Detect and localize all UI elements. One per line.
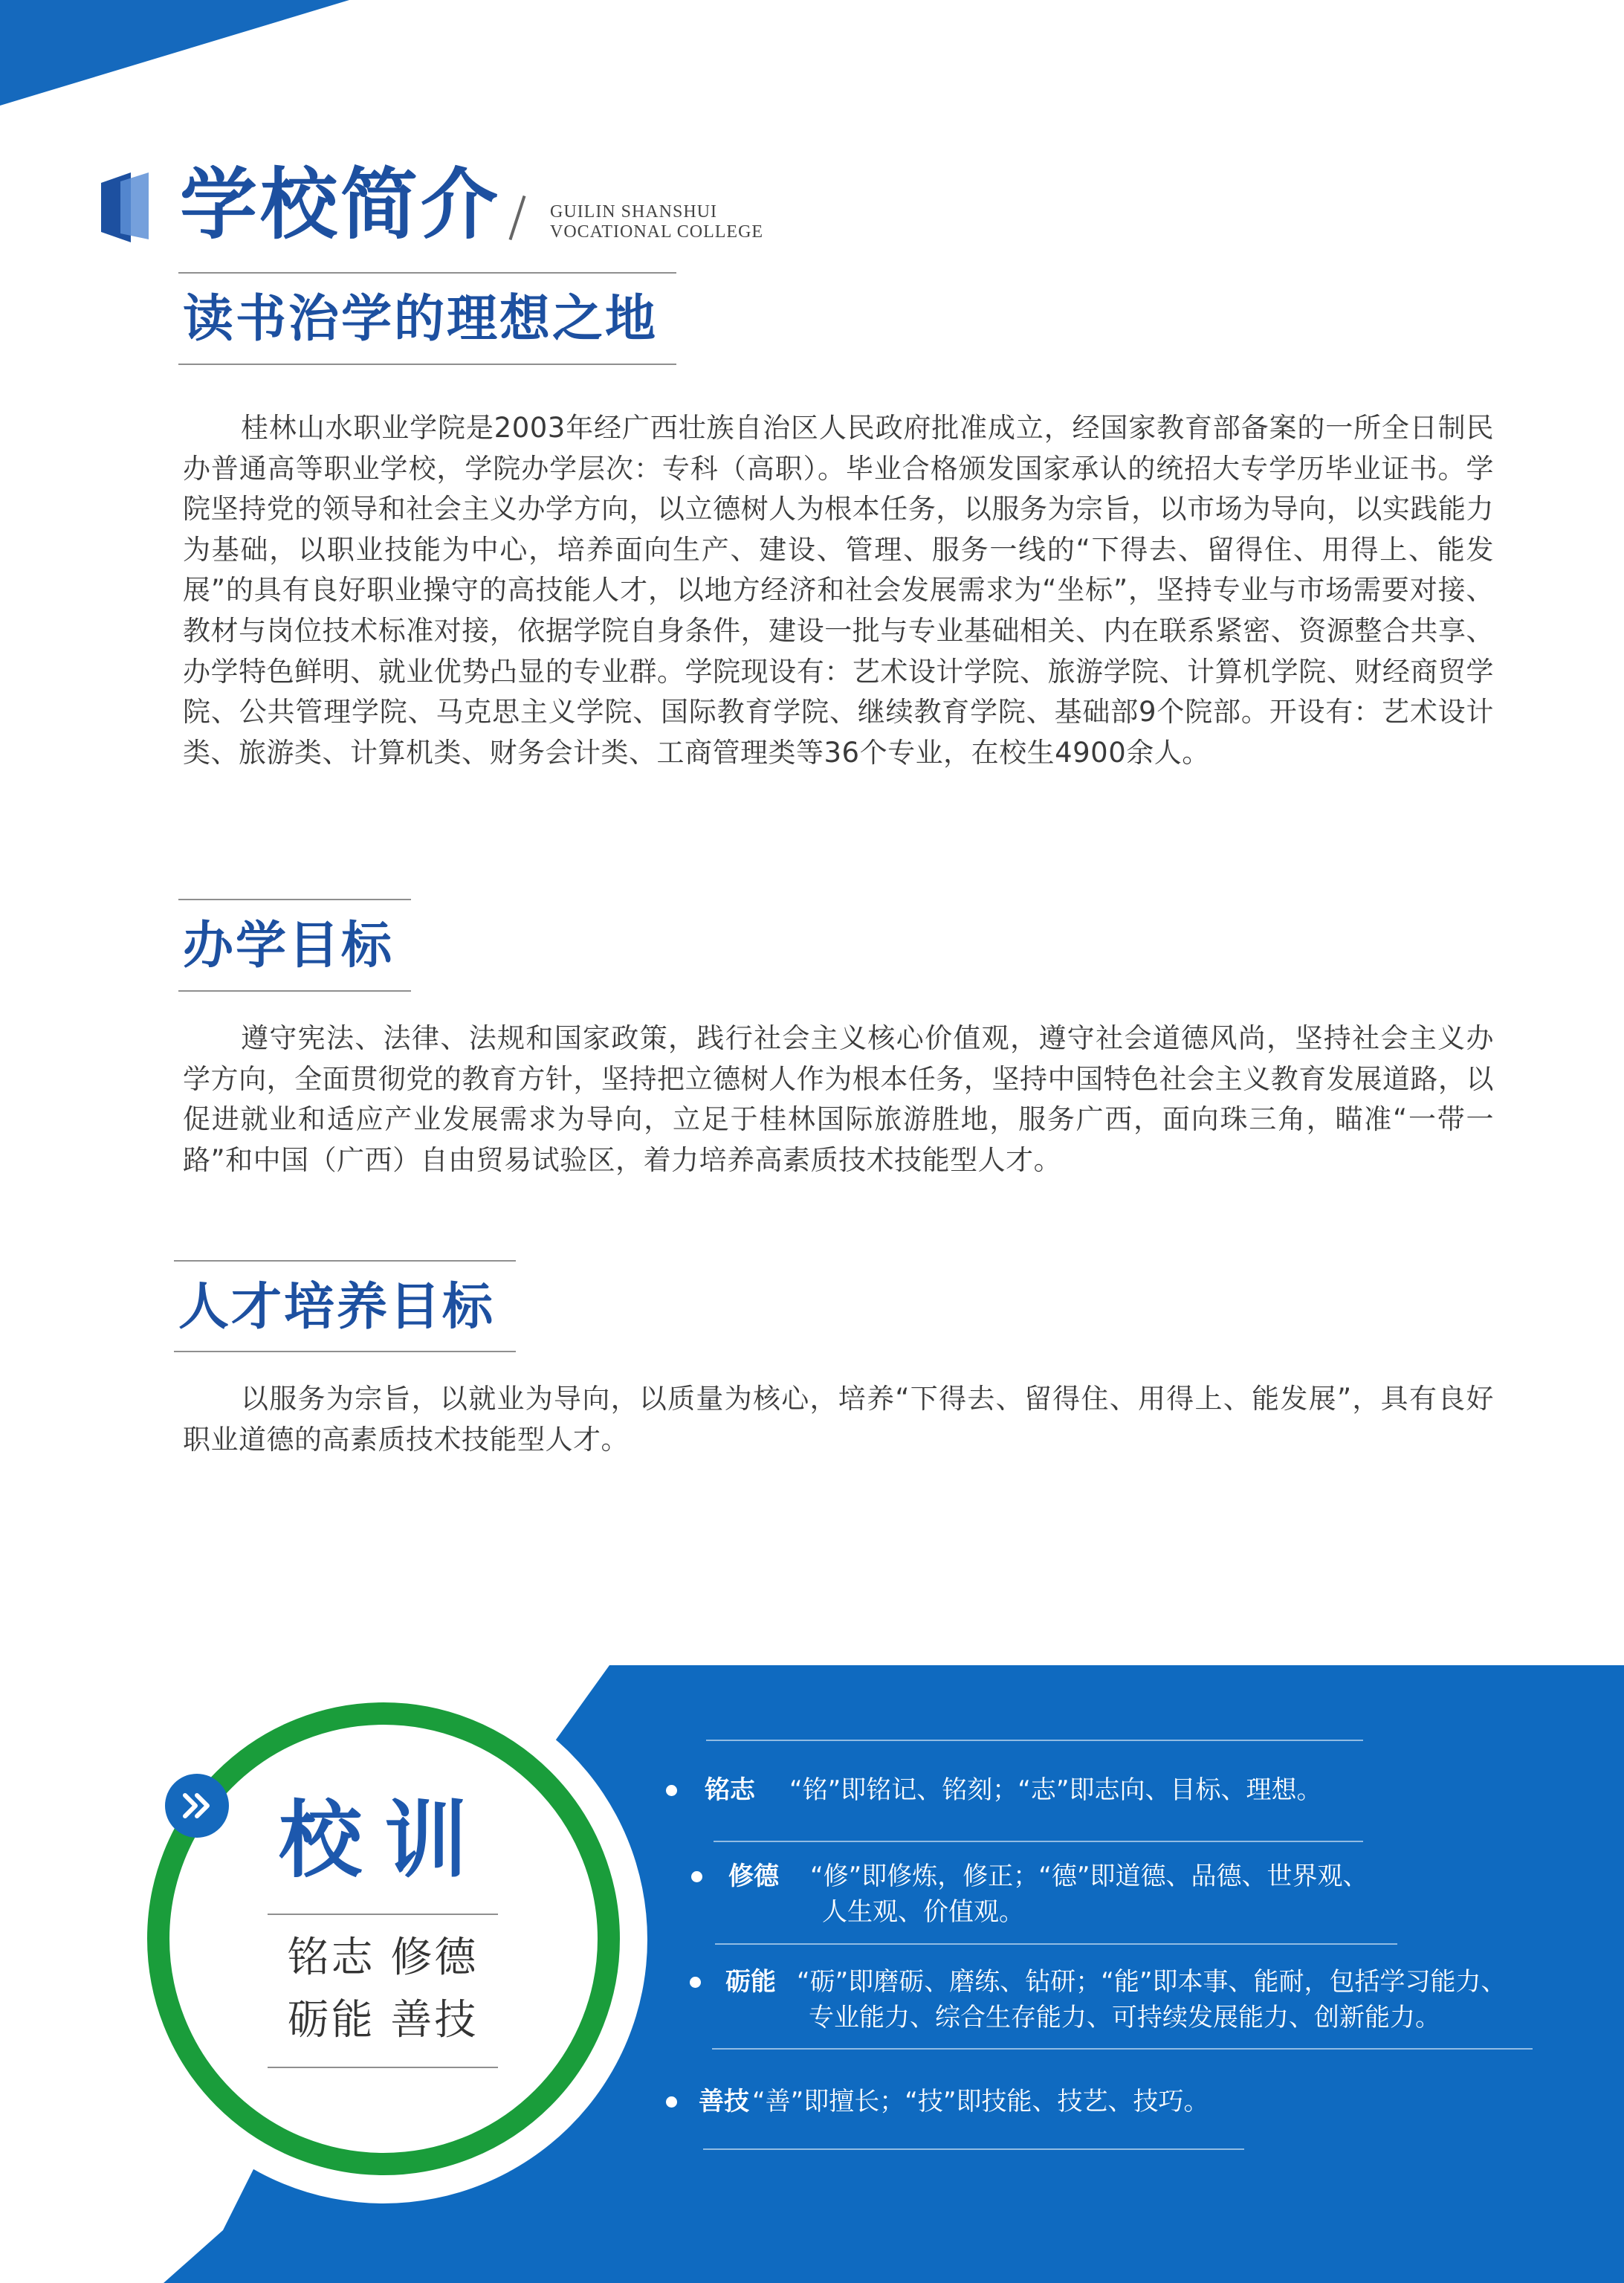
motto-item-key: 砺能 [725,1967,776,1997]
motto-rule-bottom [268,2067,498,2068]
section-heading-talent-text: 人才培养目标 [178,1278,496,1337]
motto-item-key: 善技 [699,2087,749,2116]
motto-item-desc-line: “善”即擅长；“技”即技能、技艺、技巧。 [752,2087,1209,2116]
motto-item-desc-line: “修”即修炼，修正；“德”即道德、品德、世界观、 [810,1861,1368,1891]
section-body-goal: 遵守宪法、法律、法规和国家政策，践行社会主义核心价值观，遵守社会道德风尚，坚持社会主义办学方向，全面贯彻党的教育方针，坚持把立德树人作为根本任务，坚持中国特色社会主义教育发展道路，以促进就业和适应产业发展需求为导向，立足于桂林国际旅游胜地，服务广西，面向珠三角，瞄准“一带一路”和中国（广西）自由贸易试验区，着力培养高素质技术技能型人才。 [183,1022,1494,1176]
bullet-icon [666,1785,677,1796]
motto-rule-top [268,1914,498,1915]
section-heading-goal-text: 办学目标 [183,917,395,975]
motto-item-desc-line: 人生观、价值观。 [822,1897,1024,1927]
corner-stripe [0,0,357,112]
section-heading-ideal-text: 读书治学的理想之地 [183,290,659,349]
bullet-icon [690,1977,701,1988]
motto-item-desc [810,1859,1368,1930]
motto-item-desc [797,1964,1506,2035]
bullet-icon [666,2096,677,2108]
motto-item-key: 修德 [728,1861,779,1891]
motto-line-1: 铭志 修德 [287,1934,479,1982]
college-english-name [550,202,763,242]
motto-item-desc-line: 专业能力、综合生存能力、可持续发展能力、创新能力。 [809,2003,1440,2032]
motto-divider [715,1943,1397,1945]
section-heading-goal [178,899,411,992]
page-title: 学校简介 [180,158,502,250]
section-body-talent: 以服务为宗旨，以就业为导向，以质量为核心，培养“下得去、留得住、用得上、能发展”，具有良好职业道德的高素质技术技能型人才。 [183,1383,1494,1456]
section-body-ideal: 桂林山水职业学院是2003年经广西壮族自治区人民政府批准成立，经国家教育部备案的一所全日制民办普通高等职业学校，学院办学层次：专科（高职）。毕业合格颁发国家承认的统招大专学历毕业证书。学院坚持党的领导和社会主义办学方向，以立德树人为根本任务，以服务为宗旨，以市场为导向，以实践能力为基础，以职业技能为中心，培养面向生产、建设、管理、服务一线的“下得去、留得住、用得上、能发展”的具有良好职业操守的高技能人才，以地方经济和社会发展需求为“坐标”，坚持专业与市场需要对接、教材与岗位技术标准对接，依据学院自身条件，建设一批与专业基础相关、内在联系紧密、资源整合共享、办学特色鲜明、就业优势凸显的专业群。学院现设有：艺术设计学院、旅游学院、计算机学院、财经商贸学院、公共管理学院、马克思主义学院、国际教育学院、继续教育学院、基础部9个院部。开设有：艺术设计类、旅游类、计算机类、财务会计类、工商管理类等36个专业，在校生4900余人。 [183,412,1494,769]
motto-item-desc [789,1772,1321,1808]
motto-divider [706,1740,1363,1741]
title-mark-icon [101,172,149,242]
motto-title: 校训 [279,1792,490,1889]
section-heading-talent [174,1260,516,1352]
bullet-icon [691,1871,702,1882]
english-name-line-2: VOCATIONAL COLLEGE [550,222,764,242]
motto-divider [712,2048,1533,2050]
section-heading-ideal [178,272,676,365]
motto-line-2: 砺能 善技 [287,1996,479,2044]
motto-item-desc-line: “砺”即磨砺、磨练、钻研；“能”即本事、能耐，包括学习能力、 [797,1967,1507,1997]
double-chevron-icon [165,1774,229,1838]
english-name-line-1: GUILIN SHANSHUI [550,202,717,222]
motto-item-key: 铭志 [705,1775,755,1805]
motto-divider [703,2148,1244,2150]
motto-item-desc-line: “铭”即铭记、铭刻；“志”即志向、目标、理想。 [789,1775,1322,1805]
motto-divider [714,1841,1363,1842]
title-divider [509,196,526,240]
motto-item-desc [752,2084,1209,2119]
